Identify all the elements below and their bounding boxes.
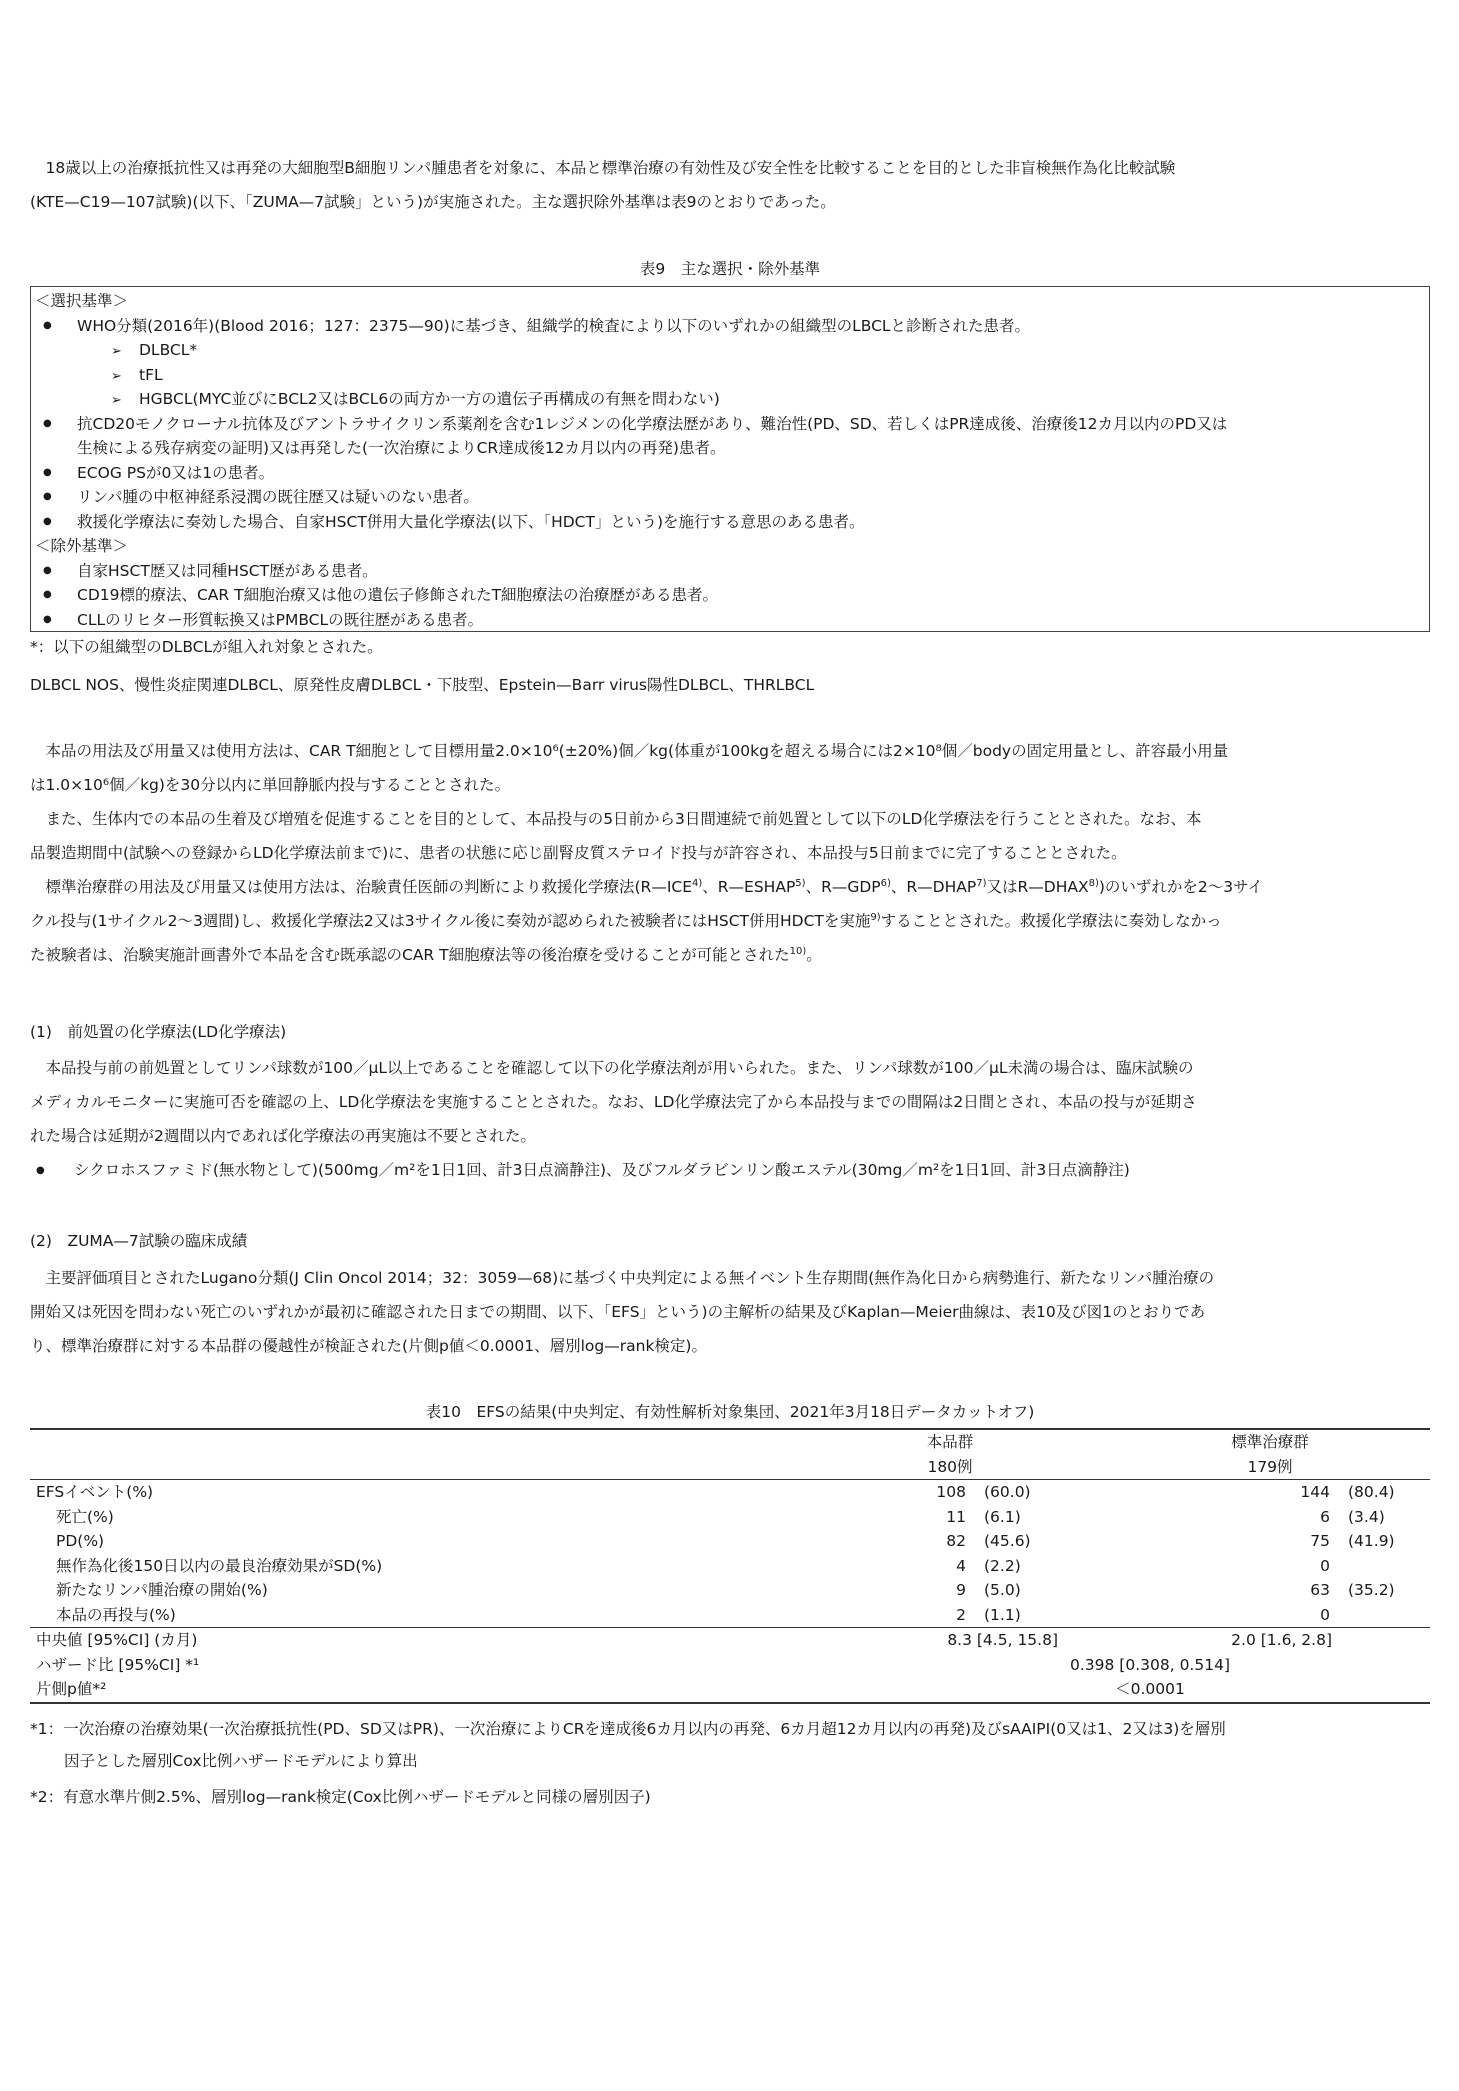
cell-count: 2 [956,1605,966,1624]
row-label: 死亡(%) [56,1507,114,1526]
section2-p1c: り、標準治療群に対する本品群の優越性が検証された(片側p値＜0.0001、層別log—rank検定)。 [30,1337,707,1355]
intro-line-2: (KTE—C19—107試験)(以下、「ZUMA—7試験」という)が実施された。主な選択除外基準は表9のとおりであった。 [30,193,836,211]
table-row [30,1480,1430,1505]
table10-efs [30,1428,1430,1704]
subtype-item [31,338,1429,363]
cell-percent: (35.2) [1348,1581,1395,1599]
cell-count: 9 [956,1581,966,1599]
row-label: 無作為化後150日以内の最良治療効果がSD(%) [56,1556,383,1575]
section1-p1b: メディカルモニターに実施可否を確認の上、LD化学療法を実施することとされた。なお、LD化学療法完了から本品投与までの間隔は2日間とされ、本品の投与が延期さ [30,1093,1197,1111]
inclusion-text: ECOG PSが0又は1の患者。 [77,463,275,482]
section1-bullet: ● シクロホスファミド(無水物として)(500mg／m²を1日1回、計3日点滴静注)、及びフルダラビンリン酸エステル(30mg／m²を1日1回、計3日点滴静注) [30,1153,1430,1188]
inclusion-item [31,314,1429,339]
inclusion-item [31,461,1429,486]
bullet-icon: ● [43,417,52,429]
inclusion-item [31,412,1429,437]
cell-percent: (6.1) [984,1507,1021,1526]
cell-count: 4 [956,1556,966,1575]
cell-percent: (5.0) [984,1581,1021,1599]
cell-count: 82 [946,1532,966,1550]
dosing-p1b: は1.0×10⁶個／kg)を30分以内に単回静脈内投与することとされた。 [30,776,511,794]
inclusion-header: ＜選択基準＞ [35,292,129,310]
table9-caption: 表9 主な選択・除外基準 [639,260,821,278]
cell-percent: (45.6) [984,1532,1031,1550]
footnote-2: *2：有意水準片側2.5%、層別log—rank検定(Cox比例ハザードモデルと同様の層別因子) [30,1788,651,1806]
table-row [30,1529,1430,1554]
dosing-p2a: また、生体内での本品の生着及び増殖を促進することを目的として、本品投与の5日前から3日間連続で前処置として以下のLD化学療法を行うこととされた。なお、本 [45,810,1202,828]
exclusion-text: 自家HSCT歴又は同種HSCT歴がある患者。 [77,561,378,580]
arrowhead-icon: ➢ [111,393,122,408]
hr-value: 0.398 [0.308, 0.514] [1070,1655,1230,1674]
cell-percent: (1.1) [984,1605,1021,1624]
inclusion-item [31,510,1429,535]
inclusion-text: リンパ腫の中枢神経系浸潤の既往歴又は疑いのない患者。 [77,488,479,506]
exclusion-item [31,583,1429,608]
row-label: 新たなリンパ腫治療の開始(%) [56,1581,268,1599]
exclusion-text: CLLのリヒター形質転換又はPMBCLの既往歴がある患者。 [77,610,484,629]
bullet-icon: ● [43,515,52,527]
exclusion-item [31,608,1429,633]
exclusion-text: CD19標的療法、CAR T細胞治療又は他の遺伝子修飾されたT細胞療法の治療歴がある患者。 [77,586,719,604]
section1-body [30,1051,1430,1188]
dosing-paragraphs [30,734,1430,972]
cell-count: 6 [1320,1507,1330,1526]
section2-p1a: 主要評価項目とされたLugano分類(J Clin Oncol 2014；32：3059—68)に基づく中央判定による無イベント生存期間(無作為化日から病勢進行、新たなリンパ腫治療の [45,1269,1215,1287]
table9-criteria-box [30,286,1430,632]
table10-p-row [30,1677,1430,1703]
table-row [30,1578,1430,1603]
table-row [30,1505,1430,1530]
dosing-p1a: 本品の用法及び用量又は使用方法は、CAR T細胞として目標用量2.0×10⁶(±20%)個／kg(体重が100kgを超える場合には2×10⁸個／bodyの固定用量とし、許容最小用量 [45,742,1229,760]
median-standard: 2.0 [1.6, 2.8] [1110,1628,1430,1653]
table10-header-row [30,1429,1430,1455]
cell-percent: (2.2) [984,1556,1021,1575]
cell-count: 63 [1310,1581,1330,1599]
exclusion-header: ＜除外基準＞ [35,537,129,555]
exclusion-item [31,559,1429,584]
table10-caption: 表10 EFSの結果(中央判定、有効性解析対象集団、2021年3月18日データカットオフ) [425,1403,1035,1421]
dosing-p3b: クル投与(1サイクル2～3週間)し、救援化学療法2又は3サイクル後に奏効が認められた被験者にはHSCT併用HDCTを実施$^{9)}$することとされた。救援化学療法に奏効しなかっ [30,911,1222,930]
dosing-p2b: 品製造期間中(試験への登録からLD化学療法前まで)に、患者の状態に応じ副腎皮質ステロイド投与が許容され、本品投与5日前までに完了することとされた。 [30,844,1127,862]
p-value: ＜0.0001 [790,1677,1430,1703]
subtype-text: HGBCL(MYC並びにBCL2又はBCL6の両方か一方の遺伝子再構成の有無を問わない) [139,390,720,408]
table-row [30,1554,1430,1579]
inclusion-text: WHO分類(2016年)(Blood 2016；127：2375—90)に基づき、組織学的検査により以下のいずれかの組織型のLBCLと診断された患者。 [77,316,1031,335]
section1-p1c: れた場合は延期が2週間以内であれば化学療法の再実施は不要とされた。 [30,1127,536,1145]
cell-count: 75 [1310,1532,1330,1550]
row-label: EFSイベント(%) [30,1480,790,1505]
subtype-item [31,387,1429,412]
footnote-1a: *1：一次治療の治療効果(一次治療抵抗性(PD、SD又はPR)、一次治療によりCRを達成後6カ月以内の再発、6カ月超12カ月以内の再発)及びsAAIPI(0又は1、2又は3)を層別 [30,1720,1226,1738]
row-label: PD(%) [56,1532,105,1550]
inclusion-item [31,485,1429,510]
header-product-n: 180例 [927,1457,973,1476]
table-row [30,1603,1430,1628]
median-product: 8.3 [4.5, 15.8] [790,1628,1110,1653]
intro-line-1: 18歳以上の治療抵抗性又は再発の大細胞型B細胞リンパ腫患者を対象に、本品と標準治療の有効性及び安全性を比較することを目的とした非盲検無作為化比較試験 [45,159,1176,177]
p-label: 片側p値*² [30,1677,790,1703]
table10-median-row [30,1628,1430,1653]
table9-note-2: DLBCL NOS、慢性炎症関連DLBCL、原発性皮膚DLBCL・下肢型、Epstein—Barr virus陽性DLBCL、THRLBCL [30,676,815,694]
header-standard-group: 標準治療群 [1110,1429,1430,1455]
section2-p1b: 開始又は死因を問わない死亡のいずれかが最初に確認された日までの期間、以下、「EFS」という)の主解析の結果及びKaplan—Meier曲線は、表10及び図1のとおりであ [30,1303,1206,1321]
dosing-p3a: 標準治療群の用法及び用量又は使用方法は、治験責任医師の判断により救援化学療法(R—ICE$^{4)}$、R—ESHAP$^{5)}$、R—GDP$^{6)}$、R—DHAP$^{7)}$又はR—DHAX$^{8)}$)のいずれかを2～3サイ [45,877,1264,896]
intro-paragraph [30,151,1430,219]
cell-count: 108 [936,1483,966,1501]
dosing-p3c: た被験者は、治験実施計画書外で本品を含む既承認のCAR T細胞療法等の後治療を受けることが可能とされた$^{10)}$。 [30,945,822,964]
bullet-icon: ● [43,319,52,331]
inclusion-text-continued: 生検による残存病変の証明)又は再発した(一次治療によりCR達成後12カ月以内の再発)患者。 [77,439,726,457]
row-label: 本品の再投与(%) [56,1605,176,1624]
cell-percent: (3.4) [1348,1507,1385,1526]
cell-count: 0 [1320,1556,1330,1575]
inclusion-text: 抗CD20モノクローナル抗体及びアントラサイクリン系薬剤を含む1レジメンの化学療法歴があり、難治性(PD、SD、若しくはPR達成後、治療後12カ月以内のPD又は [77,414,1228,433]
subtype-text: tFL [139,365,163,384]
header-standard-n: 179例 [1247,1457,1293,1476]
bullet-icon: ● [36,1164,45,1176]
inclusion-text: 救援化学療法に奏効した場合、自家HSCT併用大量化学療法(以下、「HDCT」という)を施行する意思のある患者。 [77,512,865,531]
cell-count: 11 [946,1507,966,1526]
arrowhead-icon: ➢ [111,368,122,384]
section2-heading: (2) ZUMA—7試験の臨床成績 [30,1232,248,1250]
bullet-icon: ● [43,564,52,576]
subtype-text: DLBCL* [139,341,198,359]
table9-note-1: *：以下の組織型のDLBCLが組入れ対象とされた。 [30,638,383,656]
bullet-icon: ● [43,491,52,503]
footnote-1b: 因子とした層別Cox比例ハザードモデルにより算出 [64,1752,418,1770]
cell-count: 144 [1300,1483,1330,1501]
cell-percent: (80.4) [1348,1483,1395,1501]
cell-percent: (60.0) [984,1483,1031,1501]
median-label: 中央値 [95%CI] (カ月) [30,1628,790,1653]
table10-footnotes [30,1713,1430,1813]
bullet-icon: ● [43,613,52,625]
section1-heading: (1) 前処置の化学療法(LD化学療法) [30,1023,287,1041]
bullet-icon: ● [43,466,52,478]
section1-p1a: 本品投与前の前処置としてリンパ球数が100／μL以上であることを確認して以下の化学療法剤が用いられた。また、リンパ球数が100／μL未満の場合は、臨床試験の [45,1059,1194,1077]
subtype-item [31,363,1429,388]
header-product-group: 本品群 [790,1429,1110,1455]
arrowhead-icon: ➢ [111,344,122,359]
bullet-icon: ● [43,589,52,601]
table10-header-n-row [30,1455,1430,1480]
table10-hr-row [30,1653,1430,1678]
hr-label: ハザード比 [95%CI] *¹ [36,1655,200,1674]
cell-count: 0 [1320,1605,1330,1624]
cell-percent: (41.9) [1348,1532,1395,1550]
section2-body [30,1261,1430,1363]
